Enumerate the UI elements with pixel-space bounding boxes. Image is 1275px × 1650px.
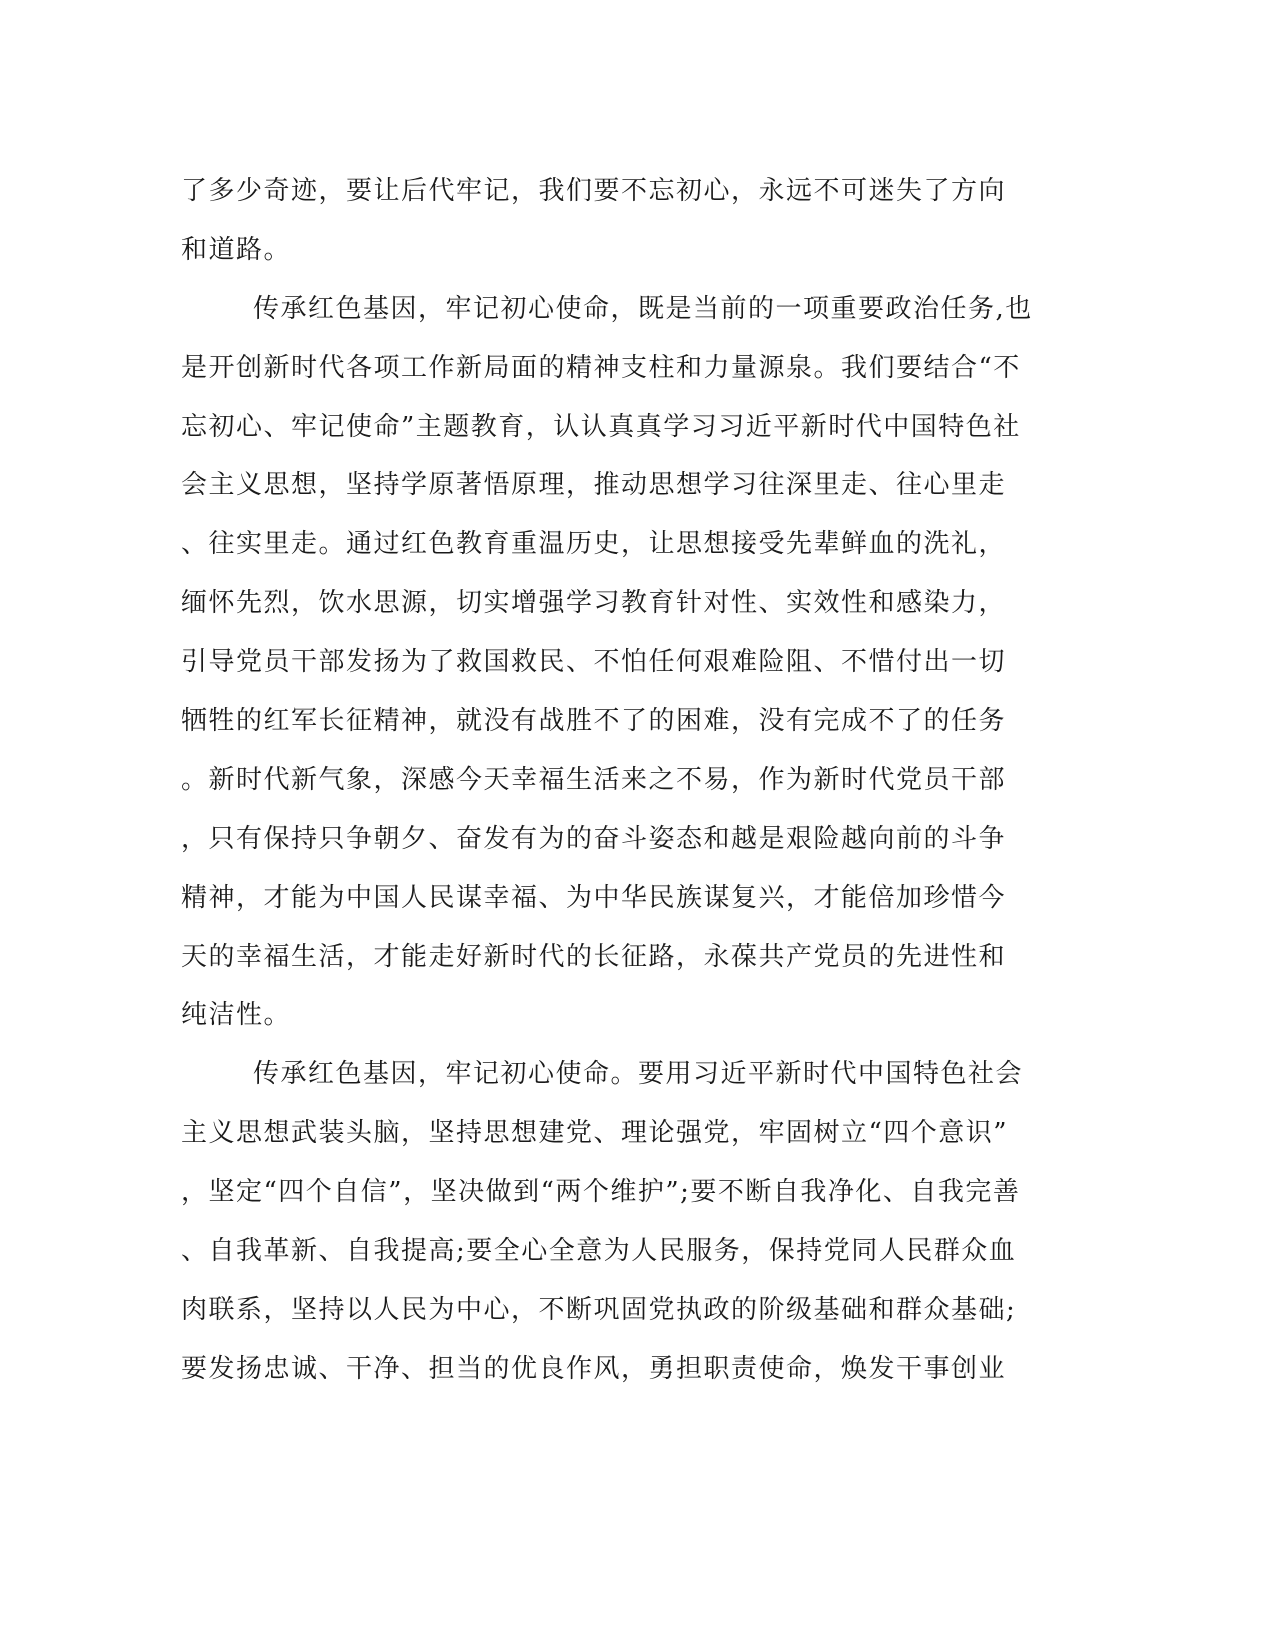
text-line: 是开创新时代各项工作新局面的精神支柱和力量源泉。我们要结合“不 [181, 352, 1021, 383]
text-line: ，坚定“四个自信”，坚决做到“两个维护”;要不断自我净化、自我完善 [181, 1177, 1021, 1208]
text-line: ，只有保持只争朝夕、奋发有为的奋斗姿态和越是艰险越向前的斗争 [181, 823, 1007, 854]
text-line: 肉联系，坚持以人民为中心，不断巩固党执政的阶级基础和群众基础; [181, 1294, 1017, 1325]
text-line: 和道路。 [181, 234, 292, 265]
text-line: 传承红色基因，牢记初心使命。要用习近平新时代中国特色社会 [253, 1059, 1024, 1090]
text-line: 会主义思想，坚持学原著悟原理，推动思想学习往深里走、往心里走 [181, 470, 1007, 501]
text-line: 了多少奇迹，要让后代牢记，我们要不忘初心，永远不可迷失了方向 [181, 176, 1007, 206]
text-line: 传承红色基因，牢记初心使命，既是当前的一项重要政治任务,也 [253, 293, 1033, 324]
body-text [181, 162, 1041, 1399]
text-line: 。新时代新气象，深感今天幸福生活来之不易，作为新时代党员干部 [181, 764, 1007, 795]
text-line: 、往实里走。通过红色教育重温历史，让思想接受先辈鲜血的洗礼， [181, 529, 1007, 560]
text-line: 主义思想武装头脑，坚持思想建党、理论强党，牢固树立“四个意识” [181, 1118, 1009, 1149]
text-line: 天的幸福生活，才能走好新时代的长征路，永葆共产党员的先进性和 [181, 941, 1007, 972]
text-line: 忘初心、牢记使命”主题教育，认认真真学习习近平新时代中国特色社 [181, 411, 1021, 442]
text-line: 引导党员干部发扬为了救国救民、不怕任何艰难险阻、不惜付出一切 [181, 647, 1007, 678]
text-line: 要发扬忠诚、干净、担当的优良作风，勇担职责使命，焕发干事创业 [181, 1353, 1007, 1384]
text-line: 纯洁性。 [181, 1000, 292, 1031]
text-line: 缅怀先烈，饮水思源，切实增强学习教育针对性、实效性和感染力， [181, 588, 1007, 619]
text-line: 精神，才能为中国人民谋幸福、为中华民族谋复兴，才能倍加珍惜今 [181, 882, 1007, 913]
text-line: 、自我革新、自我提高;要全心全意为人民服务，保持党同人民群众血 [181, 1236, 1017, 1267]
text-line: 牺牲的红军长征精神，就没有战胜不了的困难，没有完成不了的任务 [181, 706, 1007, 737]
